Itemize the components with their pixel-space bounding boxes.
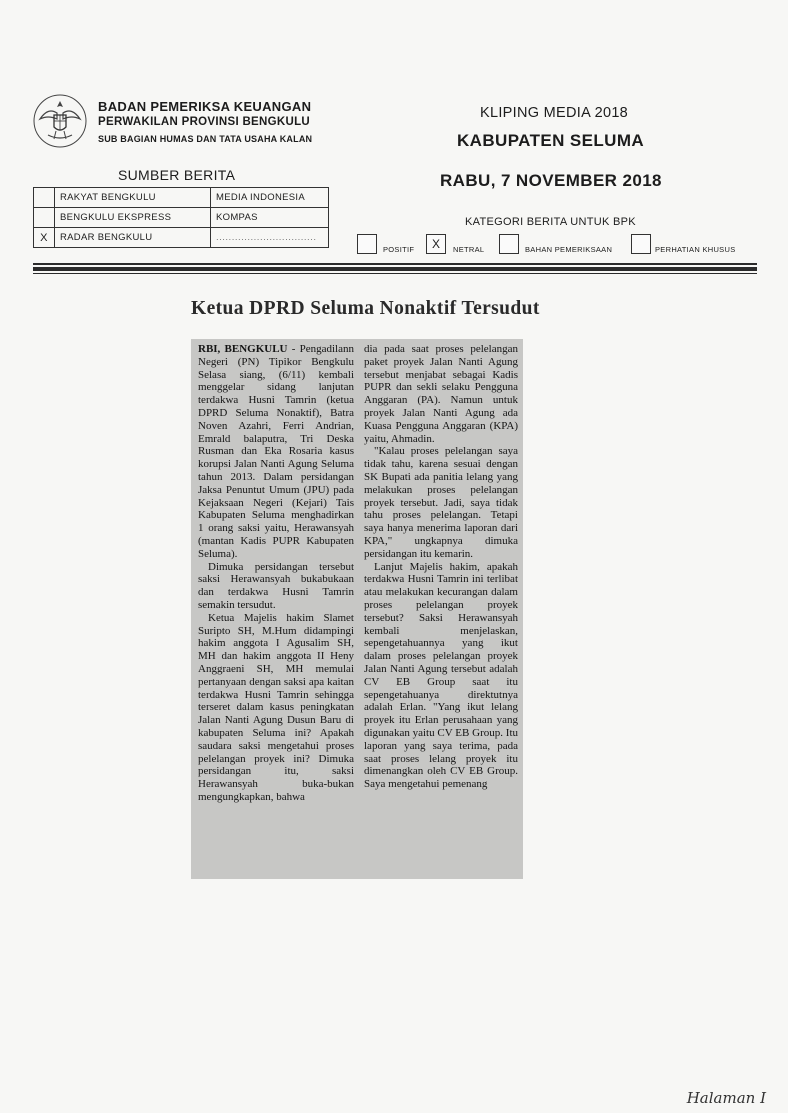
date-title: RABU, 7 NOVEMBER 2018 [440, 171, 662, 190]
divider [33, 273, 757, 274]
kategori-checkbox-perhatian-khusus[interactable] [631, 234, 651, 254]
article-dateline: RBI, BENGKULU [198, 343, 288, 355]
divider [33, 263, 757, 265]
article-paragraph-text: - Pengadilann Negeri (PN) Tipikor Bengkulu Selasa siang, (6/11) kembali menggelar sidang lanjutan terdakwa Husni Tamrin (ketua DPRD Seluma Nonaktif), Batra Noven Azahri, Ferri Andrian, Emrald balaputra, Tri Deska Rusman dan Eka Rosaria kasus korupsi Jalan Nanti Agung Seluma tahun 2013. Dalam persidangan Jaksa Penuntut Umum (JPU) pada Kejaksaan Negeri (Kejari) Tais Kabupaten Seluma menghadirkan 1 orang saksi yaitu, Herawansyah (mantan Kadis PUPR Kabupaten Seluma). [198, 343, 354, 560]
article-column-1 [198, 343, 354, 804]
sumber-berita-title: SUMBER BERITA [118, 167, 236, 183]
article-paragraph [198, 343, 354, 561]
article-column-2 [364, 343, 518, 791]
sumber-mark [34, 188, 55, 208]
kategori-label-bahan-pemeriksaan: BAHAN PEMERIKSAAN [525, 245, 613, 254]
kliping-title: KLIPING MEDIA 2018 [480, 105, 629, 121]
kategori-label-netral: NETRAL [453, 245, 485, 254]
sumber-row [34, 208, 329, 228]
kategori-checkbox-positif[interactable] [357, 234, 377, 254]
article-paragraph: Dimuka persidangan tersebut saksi Herawansyah bukabukaan dan terdakwa Husni Tamrin semakin tersudut. [198, 560, 354, 611]
sumber-source: MEDIA INDONESIA [211, 188, 329, 208]
article-paragraph: dia pada saat proses pelelangan paket proyek Jalan Nanti Agung tersebut menjabat sebagai Kadis PUPR dan sekli selaku Pengguna Anggaran (PA). Namun untuk proyek Jalan Nanti Agung ada Kuasa Pengguna Anggaran (KPA) yaitu, Ahmadin. [364, 343, 518, 445]
sumber-row [34, 228, 329, 248]
article-paragraph: Lanjut Majelis hakim, apakah terdakwa Husni Tamrin ini terlibat atau melakukan kecurangan dalam proses pelelangan proyek tersebut? Saksi Herawansyah kembali menjelaskan, sepengetahuannya yang ikut dalam proses pelelangan proyek Jalan Nanti Agung tersebut adalah CV EB Group saat itu sepengetahuanya direktutnya adalah Erlan. "Yang ikut lelang proyek itu Erlan perusahaan yang digunakan yaitu CV EB Group. Itu laporan yang saya terima, pada saat proses lelang proyek itu dimenangkan oleh CV EB Group. Saya mengetahui pemenang [364, 560, 518, 791]
org-name-line2: PERWAKILAN PROVINSI BENGKULU [98, 116, 311, 128]
kategori-checkbox-bahan-pemeriksaan[interactable] [499, 234, 519, 254]
article-paragraph: Ketua Majelis hakim Slamet Suripto SH, M.Hum didampingi hakim anggota I Agusalim SH, MH dan hakim anggota II Heny Anggraeni SH, MH memulai pertanyaan dengan saksi apa kaitan terdakwa Husni Tamrin sehingga terseret dalam kasus peningkatan Jalan Nanti Agung Dusun Baru di kabupaten Seluma ini? Apakah saudara saksi mengetahui proses pelelangan proyek ini? Dimuka persidangan itu, saksi Herawansyah buka-bukan mengungkapkan, bahwa [198, 611, 354, 803]
sumber-source: BENGKULU EKSPRESS [55, 208, 211, 228]
kategori-checkbox-netral[interactable]: X [426, 234, 446, 254]
sumber-source: KOMPAS [211, 208, 329, 228]
sumber-row [34, 188, 329, 208]
bpk-logo-icon [32, 93, 88, 149]
org-name-line3: SUB BAGIAN HUMAS DAN TATA USAHA KALAN [98, 134, 313, 144]
kabupaten-title: KABUPATEN SELUMA [457, 131, 645, 150]
sumber-berita-table [33, 187, 329, 248]
sumber-source-blank: ................................ [211, 228, 329, 248]
divider [33, 267, 757, 271]
article-headline: Ketua DPRD Seluma Nonaktif Tersudut [191, 298, 540, 319]
sumber-mark: X [34, 228, 55, 248]
org-name-line1: BADAN PEMERIKSA KEUANGAN [98, 99, 312, 114]
sumber-mark [34, 208, 55, 228]
kategori-title: KATEGORI BERITA UNTUK BPK [465, 216, 636, 228]
kategori-label-perhatian-khusus: PERHATIAN KHUSUS [655, 245, 736, 254]
page-number: Halaman I [686, 1089, 766, 1107]
sumber-source: RAKYAT BENGKULU [55, 188, 211, 208]
article-paragraph: "Kalau proses pelelangan saya tidak tahu, karena sesuai dengan SK Bupati ada panitia lelang yang melakukan proses pelelangan proyek tersebut. Jadi, saya tidak tahu proses pelelangan. Tetapi saya hanya menerima laporan dari KPA," ungkapnya dimuka persidangan itu kemarin. [364, 445, 518, 560]
sumber-source: RADAR BENGKULU [55, 228, 211, 248]
kategori-label-positif: POSITIF [383, 245, 415, 254]
